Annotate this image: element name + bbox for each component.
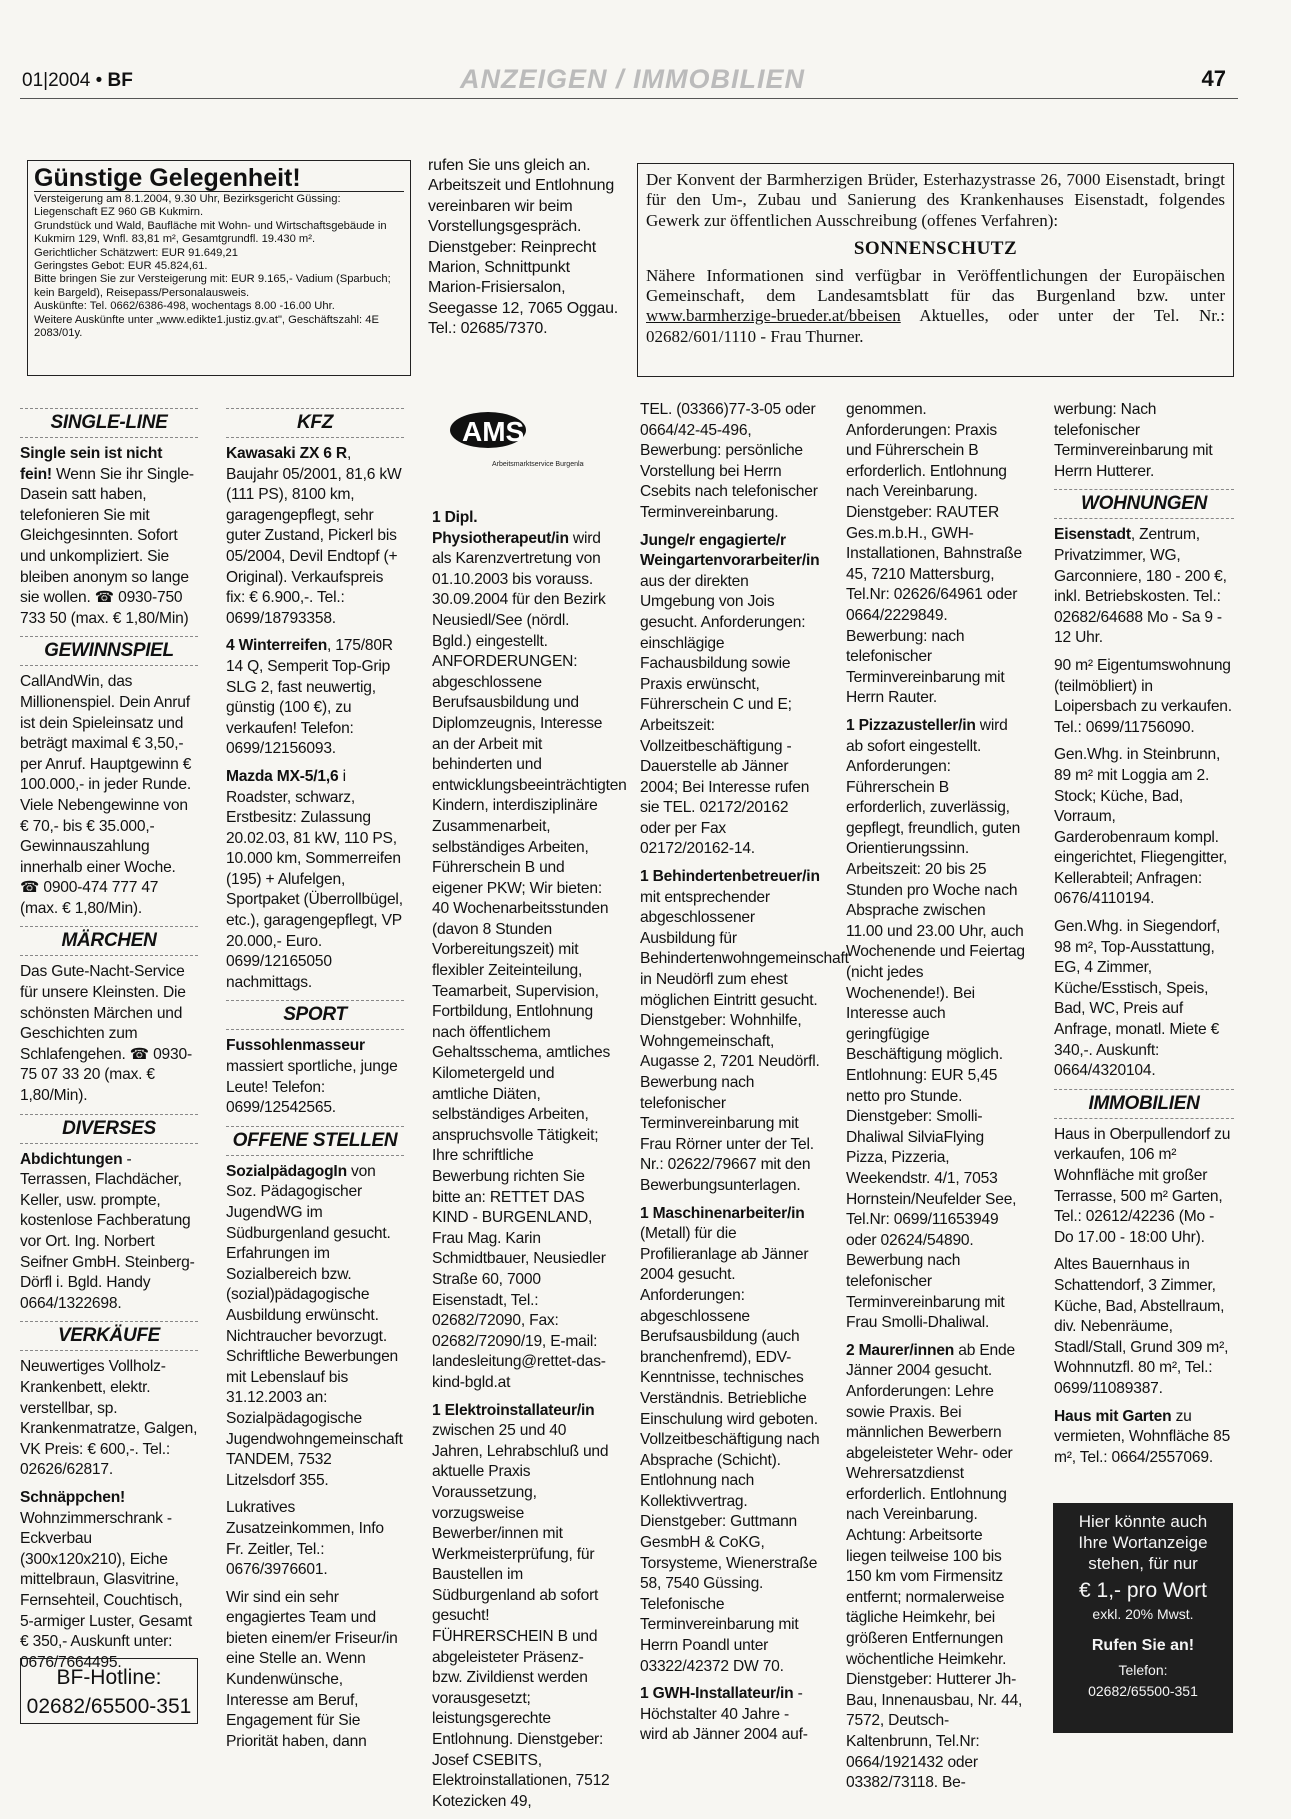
classified-ad (226, 1036, 404, 1118)
classified-ad (640, 1204, 820, 1678)
ad-headline: SozialpädagogIn (226, 1162, 347, 1180)
ad-text: Das Gute-Nacht-Service für unsere Kleinsten. Die schönsten Märchen und Geschichten zum Schlafengehen. ☎ 0930-75 07 33 20 (max. € 1,80/Min). (20, 963, 192, 1105)
hotline-label: BF-Hotline: (56, 1666, 162, 1689)
ad-headline: 1 GWH-Installateur/in (640, 1685, 794, 1703)
ad-text: , Zentrum, Privatzimmer, WG, Garconniere, 180 - 200 €, inkl. Betriebskosten. Tel.: 02682/64688 Mo - Sa 9 - 12 Uhr. (1054, 526, 1227, 647)
ad-text: werbung: Nach telefonischer Terminvereinbarung mit Herrn Hutterer. (1054, 401, 1213, 480)
category-heading: DIVERSES (20, 1114, 198, 1144)
ad-text: mit entsprechender abgeschlossener Ausbildung für Behindertenwohngemeinschaft in Neudörfl zum ehest möglichen Eintritt gesucht. Dienstgeber: Wohnhilfe, Wohngemeinschaft, Augasse 2, 7201 Neudörfl. Bewerbung nach telefonischer Terminvereinbarung mit Frau Rörner unter der Tel. Nr.: 02622/79667 mit den Bewerbungsunterlagen. (640, 888, 849, 1194)
classified-ad (640, 531, 820, 861)
ad-text: - Terrassen, Flachdächer, Keller, usw. prompte, kostenlose Fachberatung vor Ort. Ing. Norbert Seifner GmbH. Steinberg-Dörfl i. Bgld. Handy 0664/1322698. (20, 1150, 195, 1312)
promo-price: € 1,- pro Wort (1079, 1579, 1207, 1602)
ad-headline: Haus mit Garten (1054, 1407, 1172, 1425)
classified-ad (226, 767, 404, 994)
classified-ad (1054, 1255, 1234, 1399)
column-1 (20, 404, 198, 1680)
column-5 (846, 400, 1026, 1801)
ad-text: , Baujahr 05/2001, 81,6 kW (111 PS), 8100 km, garagengepflegt, sehr guter Zustand, Pickerl bis 05/2004, Devil Endtopf (+ Original). Verkaufspreis fix: € 6.900,-. Tel.: 0699/18793358. (226, 445, 402, 627)
ad-text: TEL. (03366)77-3-05 oder 0664/42-45-496, Bewerbung: persönliche Vorstellung bei Herrn Csebits nach telefonischer Terminvereinbarung. (640, 401, 818, 521)
page-number: 47 (1201, 66, 1226, 91)
column-2 (226, 404, 404, 1759)
auction-line: Auskünfte: Tel. 0662/6386-498, wochentags 8.00 -16.00 Uhr. (34, 300, 335, 313)
classified-ad (1054, 525, 1234, 649)
ad-text: 90 m² Eigentumswohnung (teilmöbliert) in Loipersbach zu verkaufen. Tel.: 0699/11756090. (1054, 656, 1232, 736)
ams-logo (448, 410, 584, 480)
ad-text: zu vermieten, Wohnfläche 85 m², Tel.: 0664/2557069. (1054, 1407, 1231, 1466)
category-heading: OFFENE STELLEN (226, 1126, 404, 1156)
ad-text: massiert sportliche, junge Leute! Telefon: 0699/12542565. (226, 1058, 398, 1117)
svg-text:AMS: AMS (462, 416, 525, 447)
ad-headline: 1 Elektroinstallateur/in (432, 1401, 595, 1419)
ad-text: von Soz. Pädagogischer JugendWG im Südburgenland gesucht. Erfahrungen im Sozialbereich bzw. (sozial)pädagogische Ausbildung erwünscht. Nichtraucher bevorzugt. Schriftliche Bewerbungen mit Lebenslauf bis 31.12.2003 an: Sozialpädagogische Jugendwohngemeinschaft TANDEM, 7532 Litzelsdorf 355. (226, 1162, 403, 1489)
classified-ad (1054, 917, 1234, 1082)
promo-tel: 02682/65500-351 (1088, 1683, 1198, 1699)
tender-intro: Der Konvent der Barmherzigen Brüder, Esterhazystrasse 26, 7000 Eisenstadt, bringt für den Um-, Zubau und Sanierung des Krankenhauses Eisenstadt, folgendes Gewerk zur öffentlichen Ausschreibung (offenes Verfahren): (646, 170, 1225, 230)
ad-headline: Fussohlenmasseur (226, 1037, 365, 1055)
auction-line: Gerichtlicher Schätzwert: EUR 91.649,21 (34, 246, 238, 259)
classified-ad (640, 400, 820, 524)
ad-text: zwischen 25 und 40 Jahren, Lehrabschluß und aktuelle Praxis Voraussetzung, vorzugsweise Bewerber/innen mit Werkmeisterprüfung, für Baustellen im Südburgenland ab sofort gesucht! FÜHRERSCHEIN B und abgeleisteter Präsenz- bzw. Zivildienst werden vorausgesetzt; leistungsgerechte Entlohnung. Dienstgeber: Josef CSEBITS, Elektroinstallationen, 7512 Kotezicken 49, (432, 1422, 610, 1810)
promo-line-1: Hier könnte auch (1078, 1512, 1208, 1531)
classified-ad (20, 1488, 198, 1673)
category-heading: MÄRCHEN (20, 926, 198, 956)
ad-text: Lukratives Zusatzeinkommen, Info Fr. Zeitler, Tel.: 0676/3976601. (226, 1499, 384, 1579)
ad-text: (Metall) für die Profilieranlage ab Jänner 2004 gesucht. Anforderungen: abgeschlossene Berufsausbildung (auch branchenfremd), EDV-Kenntnisse, technisches Verständnis. Betriebliche Einschulung wird geboten. Vollzeitbeschäftigung nach Absprache (Schicht). Entlohnung nach Kollektivvertrag. Dienstgeber: Guttmann GesmbH & CoKG, Torsysteme, Wienerstraße 58, 7540 Güssing. Telefonische Terminvereinbarung mit Herrn Poandl unter 03322/42372 DW 70. (640, 1225, 820, 1675)
auction-line: Bitte bringen Sie zur Versteigerung mit: EUR 9.165,- Vadium (Sparbuch; kein Bargeld), Reisepass/Personalausweis. (34, 273, 391, 299)
auction-title: Günstige Gelegenheit! (34, 165, 404, 192)
page-header (20, 62, 1238, 99)
auction-line: Weitere Auskünfte unter „www.edikte1.justiz.gv.at", Geschäftszahl: 4E 2083/01y. (34, 313, 379, 340)
classified-ad (846, 716, 1026, 1334)
ad-text: CallAndWin, das Millionenspiel. Dein Anruf ist dein Spieleinsatz und beträgt maximal € 3,50,- per Anruf. Hauptgewinn € 100.000,- in jeder Runde. Viele Nebengewinne von € 70,- bis € 35.000,- Gewinnauszahlung innerhalb einer Woche. ☎ 0900-474 777 47 (max. € 1,80/Min). (20, 673, 192, 917)
ad-headline: 1 Dipl. Physiotherapeut/in (432, 509, 569, 547)
svg-text:Arbeitsmarktservice Burgenland: Arbeitsmarktservice Burgenland (492, 461, 584, 468)
column-6 (1054, 400, 1234, 1475)
classified-ad (20, 962, 198, 1106)
ad-headline: Kawasaki ZX 6 R (226, 445, 347, 462)
classified-ad (846, 1341, 1026, 1794)
auction-text (34, 193, 404, 340)
ad-text: Gen.Whg. in Siegendorf, 98 m², Top-Ausstattung, EG, 4 Zimmer, Küche/Esstisch, Speis, Bad, WC, Preis auf Anfrage, monatl. Miete € 340,-. Auskunft: 0664/4320104. (1054, 918, 1221, 1080)
ad-headline: 1 Behindertenbetreuer/in (640, 868, 820, 886)
promo-line-3: stehen, für nur (1088, 1554, 1198, 1573)
classified-ad (432, 508, 627, 1394)
classified-ad (20, 444, 198, 629)
promo-line-2: Ihre Wortanzeige (1078, 1533, 1208, 1552)
category-heading: WOHNUNGEN (1054, 489, 1234, 519)
auction-line: Versteigerung am 8.1.2004, 9.30 Uhr, Bezirksgericht Güssing: Liegenschaft EZ 960 GB Kukmirn. (34, 193, 341, 219)
tender-body: Nähere Informationen sind verfügbar in Veröffentlichungen der Europäischen Gemeinschaft, dem Landesamtsblatt für das Burgenland bzw. unter www.barmherzige-brueder.at/bbeisen Aktuelles, oder unter der Tel. Nr.: 02682/601/1110 - Frau Thurner. (646, 265, 1225, 346)
classified-ad (1054, 745, 1234, 910)
ad-text: aus der direkten Umgebung von Jois gesucht. Anforderungen: einschlägige Fachausbildung sowie Praxis erwünscht, Führerschein C und E; Arbeitszeit: Vollzeitbeschäftigung - Dauerstelle ab Jänner 2004; Bei Interesse rufen sie TEL. 02172/20162 oder per Fax 02172/20162-14. (640, 572, 810, 858)
column-3 (432, 508, 627, 1819)
ad-text: , 175/80R 14 Q, Semperit Top-Grip SLG 2, fast neuwertig, günstig (100 €), zu verkaufen! Telefon: 0699/12156093. (226, 637, 393, 758)
ad-text: Wir sind ein sehr engagiertes Team und bieten einem/er Friseur/in eine Stelle an. Wenn Kundenwünsche, Interesse am Beruf, Engagement für Sie Priorität haben, dann (226, 1588, 398, 1750)
ad-headline: Abdichtungen (20, 1150, 123, 1168)
ad-headline: 1 Maschinenarbeiter/in (640, 1204, 805, 1222)
ad-headline: 1 Pizzazusteller/in (846, 716, 976, 734)
promo-call: Rufen Sie an! (1091, 1637, 1195, 1654)
classified-ad (432, 1401, 612, 1813)
ad-text: genommen. Anforderungen: Praxis und Führerschein B erforderlich. Entlohnung nach Vereinbarung. Dienstgeber: RAUTER Ges.m.b.H., GWH-Installationen, Bahnstraße 45, 7210 Mattersburg, Tel.Nr: 02626/64961 oder 0664/2229849. Bewerbung: nach telefonischer Terminvereinbarung mit Herrn Rauter. (846, 401, 1022, 707)
ad-headline: Eisenstadt (1054, 526, 1131, 544)
classified-ad (20, 1357, 198, 1481)
hotline-box (20, 1658, 198, 1724)
promo-tel-label: Telefon: (1118, 1662, 1168, 1678)
classified-ad (226, 1162, 404, 1492)
category-heading: SINGLE-LINE (20, 408, 198, 438)
ad-headline: 2 Maurer/innen (846, 1341, 955, 1359)
ad-text: - Höchstalter 40 Jahre - wird ab Jänner 2004 auf- (640, 1685, 808, 1744)
category-heading: GEWINNSPIEL (20, 636, 198, 666)
section-title: ANZEIGEN / IMMOBILIEN (460, 64, 805, 94)
ad-text: wird als Karenzvertretung von 01.10.2003 bis vorauss. 30.09.2004 für den Bezirk Neusiedl/See (nördl. Bgld.) eingestellt. ANFORDERUNGEN: abgeschlossene Berufsausbildung und Diplomzeugnis, Interesse an der Arbeit mit behinderten und entwicklungsbeeinträchtigten Kindern, interdisziplinäre Zusammenarbeit, selbständiges Arbeiten, Führerschein B und eigener PKW; Wir bieten: 40 Wochenarbeitsstunden (davon 8 Stunden Vorbereitungszeit) mit flexibler Zeiteinteilung, Teamarbeit, Supervision, Fortbildung, Entlohnung nach öffentlichem Gehaltsschema, amtliches Kilometergeld und amtliche Diäten, selbständiges Arbeiten, anspruchsvolle Tätigkeit; Ihre schriftliche Bewerbung richten Sie bitte an: RETTET DAS KIND - BURGENLAND, Frau Mag. Karin Schmidtbauer, Neusiedler Straße 60, 7000 Eisenstadt, Tel.: 02682/72090, Fax: 02682/72090/19, E-mail: landesleitung@rettet-das-kind-bgld.at (432, 529, 627, 1391)
category-heading: IMMOBILIEN (1054, 1089, 1234, 1119)
ad-promo-box (1053, 1503, 1233, 1733)
classified-ad (20, 1150, 198, 1315)
column-4 (640, 400, 849, 1753)
category-heading: KFZ (226, 408, 404, 438)
classified-ad (1054, 400, 1234, 482)
classified-ad (640, 867, 849, 1197)
ad-text: Wohnzimmerschrank - Eckverbau (300x120x210), Eiche mittelbraun, Glasvitrine, Fernsehteil, Couchtisch, 5-armiger Luster, Gesamt € 350,- Auskunft unter: 0676/7664495. (20, 1509, 192, 1671)
classified-ad (226, 636, 404, 760)
tender-title: SONNENSCHUTZ (853, 238, 1018, 260)
classified-ad (226, 1588, 404, 1753)
ad-text: wird ab sofort eingestellt. Anforderungen: Führerschein B erforderlich, zuverlässig, gepflegt, freundlich, guten Orientierungssinn. Arbeitszeit: 20 bis 25 Stunden pro Woche nach Absprache zwischen 11.00 und 23.00 Uhr, auch Wochenende und Feiertag (nicht jedes Wochenende!). Bei Interesse auch geringfügige Beschäftigung möglich. Entlohnung: EUR 5,45 netto pro Stunde. Dienstgeber: Smolli-Dhaliwal SilviaFlying Pizza, Pizzeria, Weekendstr. 4/1, 7053 Hornstein/Neufelder See, Tel.Nr: 0699/11653949 oder 02624/54890. Bewerbung nach telefonischer Terminvereinbarung mit Frau Smolli-Dhaliwal. (846, 716, 1025, 1332)
ad-text: Neuwertiges Vollholz-Krankenbett, elektr. verstellbar, sp. Krankenmatratze, Galgen, VK Preis: € 600,-. Tel.: 02626/62817. (20, 1358, 198, 1479)
category-heading: SPORT (226, 1000, 404, 1030)
classified-ad (20, 672, 198, 919)
classified-ad (1054, 1407, 1234, 1469)
classified-ad (1054, 656, 1234, 738)
promo-tax: exkl. 20% Mwst. (1092, 1606, 1194, 1622)
classified-ad (226, 444, 404, 629)
category-heading: VERKÄUFE (20, 1321, 198, 1351)
auction-notice (27, 160, 411, 376)
classified-ad (846, 400, 1026, 709)
classified-ad (1054, 1125, 1234, 1249)
ad-headline: 4 Winterreifen (226, 637, 328, 655)
ad-headline: Junge/r engagierte/r Weingartenvorarbeiter/in (640, 531, 820, 570)
ad-headline: Single sein ist nicht fein! (20, 445, 163, 483)
tender-notice (637, 163, 1234, 377)
tender-link[interactable]: www.barmherzige-brueder.at/bbeisen (646, 306, 901, 326)
ad-headline: Schnäppchen! (20, 1488, 126, 1506)
continued-ad-text: rufen Sie uns gleich an. Arbeitszeit und Entlohnung vereinbaren wir beim Vorstellungsgespräch. Dienstgeber: Reinprecht Marion, Schnittpunkt Marion-Frisiersalon, Seegasse 12, 7065 Oggau. Tel.: 02685/7370. (428, 157, 619, 338)
ad-text: i Roadster, schwarz, Erstbesitz: Zulassung 20.02.03, 81 kW, 110 PS, 10.000 km, Sommerreifen (195) + Alufelgen, Sportpaket (Überrollbügel, etc.), garagengepflegt, VP 20.000,- Euro. 0699/12165050 nachmittags. (226, 767, 403, 991)
ad-text: ab Ende Jänner 2004 gesucht. Anforderungen: Lehre sowie Praxis. Bei männlichen Bewerbern abgeleisteter Wehr- oder Wehrersatzdienst erforderlich. Entlohnung nach Vereinbarung. Achtung: Arbeitsorte liegen teilweise 100 bis 150 km vom Firmensitz entfernt; normalerweise tägliche Heimkehr, bei größeren Entfernungen wöchentliche Heimkehr. Dienstgeber: Hutterer Jh-Bau, Innenausbau, Nr. 44, 7572, Deutsch-Kaltenbrunn, Tel.Nr: 0664/1921432 oder 03382/73118. Be- (846, 1341, 1023, 1792)
issue-label: 01|2004 • BF (22, 70, 133, 91)
classified-ad (640, 1684, 820, 1746)
hotline-number: 02682/65500-351 (26, 1695, 192, 1718)
ad-headline: Mazda MX-5/1,6 (226, 767, 339, 785)
ad-text: Wenn Sie ihr Single-Dasein satt haben, telefonieren Sie mit Gleichgesinnten. Sofort und unkompliziert. Sie bleiben anonym so lange sie wollen. ☎ 0930-750 733 50 (max. € 1,80/Min) (20, 465, 194, 627)
ad-text: Gen.Whg. in Steinbrunn, 89 m² mit Loggia am 2. Stock; Küche, Bad, Vorraum, Garderobenraum kompl. eingerichtet, Fliegengitter, Kellerabteil; Anfragen: 0676/4110194. (1054, 746, 1227, 908)
ad-text: Altes Bauernhaus in Schattendorf, 3 Zimmer, Küche, Bad, Abstellraum, div. Nebenräume, Stadl/Stall, Grund 309 m², Wohnnutzfl. 80 m², Tel.: 0699/11089387. (1054, 1256, 1229, 1397)
auction-line: Geringstes Gebot: EUR 45.824,61. (34, 260, 208, 273)
ad-text: Haus in Oberpullendorf zu verkaufen, 106 m² Wohnfläche mit großer Terrasse, 500 m² Garten, Tel.: 02612/42236 (Mo - Do 17.00 - 18:00 Uhr). (1054, 1125, 1231, 1246)
classified-ad (226, 1498, 404, 1580)
auction-line: Grundstück und Wald, Baufläche mit Wohn- und Wirtschaftsgebäude in Kukmirn 129, Wnfl. 83,81 m², Gesamtgrundfl. 19.430 m². (34, 219, 387, 246)
